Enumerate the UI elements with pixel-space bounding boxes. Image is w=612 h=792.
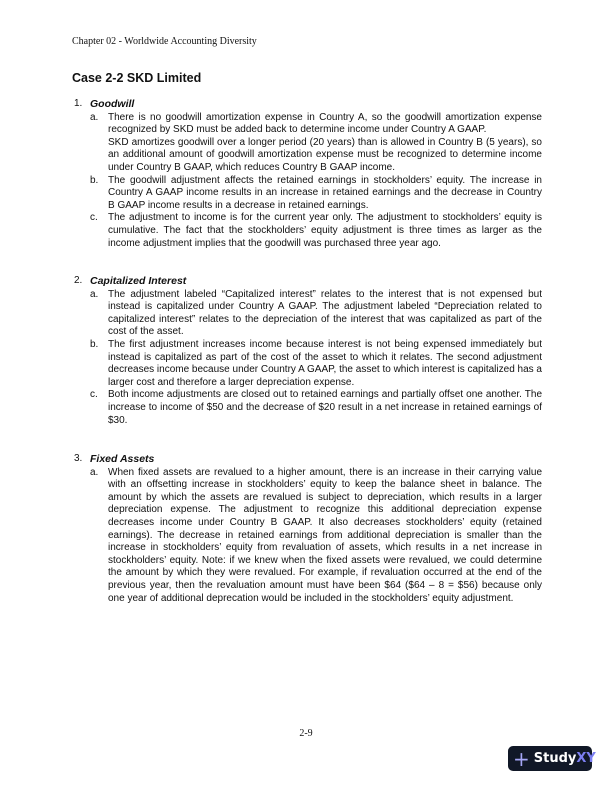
item-letter: b. <box>90 338 99 350</box>
item-letter: a. <box>90 288 99 300</box>
paragraph: The adjustment labeled “Capitalized interest” relates to the interest that is not expensed but instead is capitalized under Country A GAAP. The adjustment labeled “Depreciation related to capitalized interest” relates to the depreciation of the interest that was capitalized as part of the cost of the asset. <box>108 288 542 338</box>
section-fixed-assets <box>72 453 542 605</box>
section-heading: Fixed Assets <box>90 453 155 465</box>
list-item <box>72 112 542 175</box>
section-heading: Capitalized Interest <box>90 275 187 287</box>
page-number: 2-9 <box>299 728 313 739</box>
section-heading: Goodwill <box>90 98 135 110</box>
section-number: 1. <box>74 98 83 109</box>
item-letter: a. <box>90 466 99 478</box>
section-goodwill <box>72 98 542 250</box>
list-item <box>72 389 542 427</box>
case-title: Case 2-2 SKD Limited <box>72 71 202 85</box>
list-item <box>72 212 542 250</box>
paragraph: When fixed assets are revalued to a higher amount, there is an increase in their carrying value with an offsetting increase in stockholders’ equity to keep the balance sheet in balance. The amount by which the assets are revalued is subject to depreciation, which results in a larger depreciation expense. The adjustment to recognize this additional depreciation expense decreases income under Country B GAAP. It also decreases stockholders’ equity (retained earnings). The decrease in retained earnings from additional depreciation is smaller than the increase in stockholders’ equity from revaluation of assets, which results in a net increase in stockholders’ equity. Note: if we knew when the fixed assets were revalued, we could determine the amount by which they were revalued. For example, if revaluation occurred at the end of the previous year, then the revaluation amount must have been $64 ($64 – 8 = $56) because only one year of additional deprecation would be included in the stockholders’ equity adjustment. <box>108 466 542 604</box>
section-number: 3. <box>74 453 83 464</box>
badge-text: Study <box>533 751 577 766</box>
paragraph: The first adjustment increases income because interest is not being expensed immediately but instead is capitalized as part of the cost of the asset to which it relates. The second adjustment decreases income because under Country A GAAP, the asset to which interest is capitalized has a larger cost and therefore a larger depreciation expense. <box>108 338 542 388</box>
paragraph: There is no goodwill amortization expense in Country A, so the goodwill amortization expense recognized by SKD must be added back to determine income under Country A GAAP. <box>108 111 542 136</box>
section-capitalized-interest <box>72 275 542 427</box>
item-letter: b. <box>90 174 99 186</box>
list-item <box>72 339 542 389</box>
item-letter: a. <box>90 111 99 123</box>
paragraph: The goodwill adjustment affects the retained earnings in stockholders’ equity. The increase in Country A GAAP income results in an increase in retained earnings and the decrease in Country B GAAP income results in a decrease in retained earnings. <box>108 174 542 211</box>
plus-icon: + <box>513 746 530 771</box>
list-item <box>72 289 542 339</box>
paragraph: The adjustment to income is for the current year only. The adjustment to stockholders’ equity is cumulative. The fact that the stockholders’ equity adjustment is three times as larger as the income adjustment implies that the goodwill was purchased three year ago. <box>108 212 542 249</box>
running-header: Chapter 02 - Worldwide Accounting Diversity <box>72 36 257 47</box>
paragraph: Both income adjustments are closed out to retained earnings and partially offset one another. The increase to income of $50 and the decrease of $20 result in a net increase in retained earnings of $30. <box>108 389 542 426</box>
list-item <box>72 467 542 606</box>
item-letter: c. <box>90 212 98 224</box>
paragraph: SKD amortizes goodwill over a longer period (20 years) than is allowed in Country B (5 years), so an additional amount of goodwill amortization expense must be recognized to determine income under Country B GAAP, which reduces Country B GAAP income. <box>108 136 542 173</box>
studyxy-badge[interactable] <box>508 746 596 771</box>
item-letter: c. <box>90 389 98 401</box>
list-item <box>72 175 542 213</box>
badge-accent: XY <box>576 751 596 766</box>
section-number: 2. <box>74 275 83 286</box>
